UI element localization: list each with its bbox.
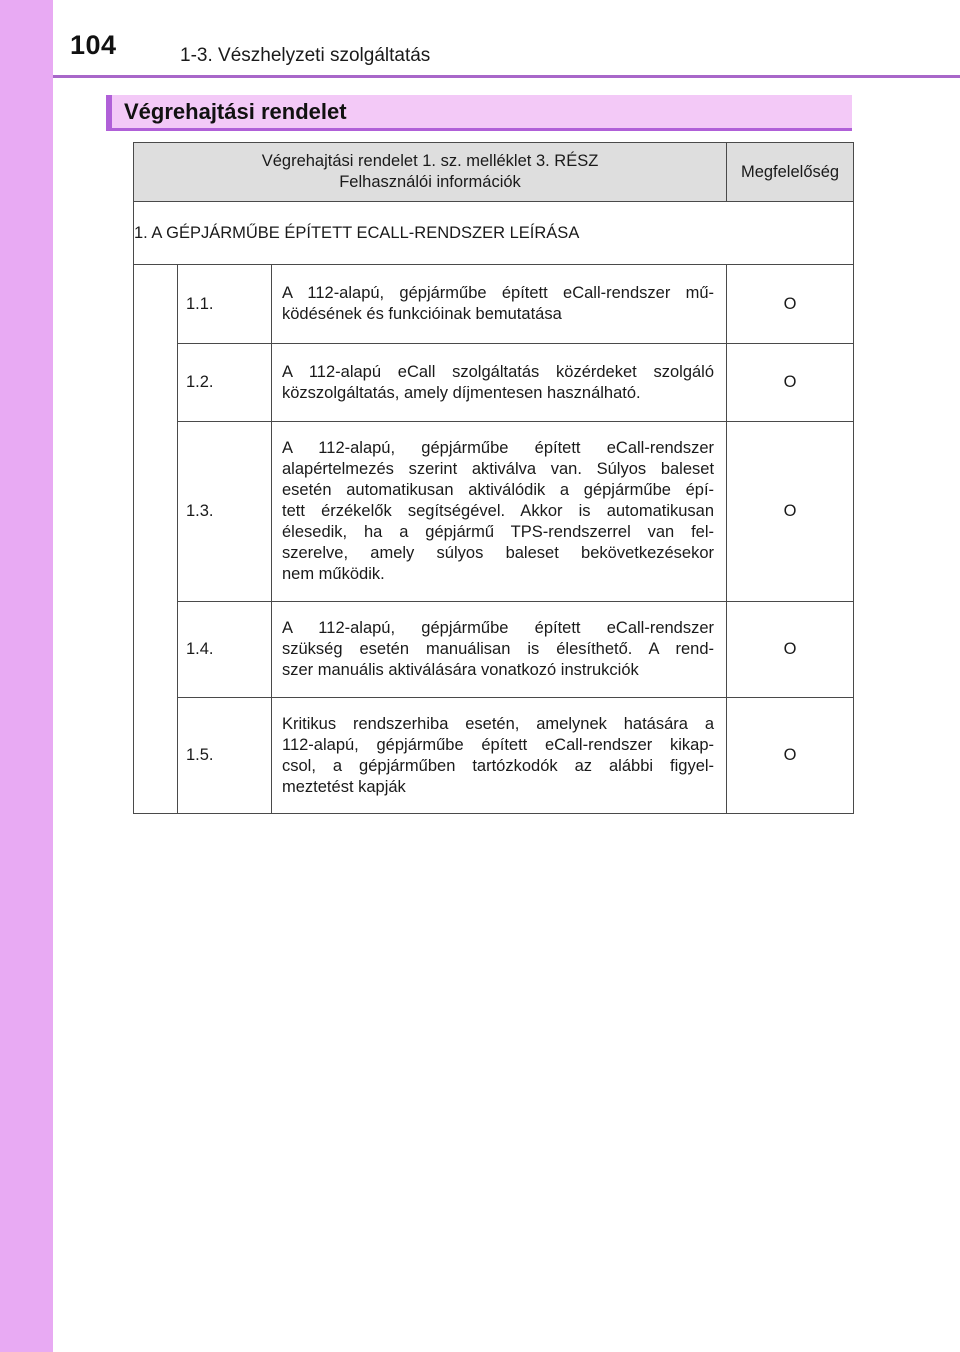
table-row xyxy=(134,698,854,814)
description-line: élesedik, ha a gépjármű TPS-rendszerrel van fel- xyxy=(282,523,715,541)
section-heading-row xyxy=(134,202,854,265)
conformity-value: O xyxy=(727,698,854,814)
conformity-value: O xyxy=(727,422,854,602)
item-description xyxy=(272,602,727,698)
description-line: meztetést kapják xyxy=(282,777,406,796)
table-row xyxy=(134,422,854,602)
indent-cell xyxy=(134,265,178,814)
page-number: 104 xyxy=(70,30,117,60)
description-line: szükség esetén manuálisan is élesíthető. A rend- xyxy=(282,640,715,658)
regulation-table xyxy=(133,142,854,814)
header-line: Végrehajtási rendelet 1. sz. melléklet 3. RÉSZ xyxy=(261,152,599,170)
section-heading-cell: 1. A GÉPJÁRMŰBE ÉPÍTETT ECALL-RENDSZER LEÍRÁSA xyxy=(134,202,854,265)
conformity-value: O xyxy=(727,602,854,698)
conformity-value: O xyxy=(727,265,854,344)
header-divider xyxy=(53,75,960,78)
description-line: nem működik. xyxy=(282,565,385,583)
description-line: csol, a gépjárműben tartózkodók az alábbi figyel- xyxy=(282,756,715,775)
item-number: 1.2. xyxy=(178,344,272,422)
description-line: szerelve, amely súlyos baleset bekövetkezésekor xyxy=(282,544,715,562)
description-line: közszolgáltatás, amely díjmentesen használható. xyxy=(282,383,641,402)
description-line: A 112-alapú, gépjárműbe épített eCall-rendszer mű- xyxy=(282,284,715,302)
chapter-title: 1-3. Vészhelyzeti szolgáltatás xyxy=(180,45,431,66)
section-heading-bar xyxy=(106,95,852,131)
description-line: A 112-alapú, gépjárműbe épített eCall-rendszer xyxy=(282,619,715,637)
item-description xyxy=(272,422,727,602)
table-row xyxy=(134,602,854,698)
section-title: Végrehajtási rendelet xyxy=(124,99,347,124)
item-number: 1.5. xyxy=(178,698,272,814)
description-line: ködésének és funkcióinak bemutatása xyxy=(282,305,562,323)
description-line: 112-alapú, gépjárműbe épített eCall-rendszer kikap- xyxy=(282,735,715,754)
description-line: alapértelmezés szerint aktiválva van. Súlyos baleset xyxy=(282,460,715,478)
description-line: tett érzékelők segítségével. Akkor is automatikusan xyxy=(282,502,715,520)
conformity-value: O xyxy=(727,344,854,422)
table-header-title xyxy=(134,143,727,202)
table-row xyxy=(134,265,854,344)
item-description xyxy=(272,698,727,814)
side-color-strip xyxy=(0,0,53,1352)
item-description xyxy=(272,344,727,422)
description-line: esetén automatikusan aktiválódik a gépjárműbe épí- xyxy=(282,481,715,499)
description-line: A 112-alapú eCall szolgáltatás közérdeket szolgáló xyxy=(282,362,715,381)
description-line: szer manuális aktiválására vonatkozó instrukciók xyxy=(282,661,639,679)
item-description xyxy=(272,265,727,344)
header-line: Felhasználói információk xyxy=(339,173,521,191)
item-number: 1.4. xyxy=(178,602,272,698)
table-row xyxy=(134,344,854,422)
description-line: Kritikus rendszerhiba esetén, amelynek hatására a xyxy=(282,714,715,733)
conformity-header: Megfelelőség xyxy=(727,143,854,202)
table-header-row xyxy=(134,143,854,202)
item-number: 1.1. xyxy=(178,265,272,344)
description-line: A 112-alapú, gépjárműbe épített eCall-rendszer xyxy=(282,439,715,457)
item-number: 1.3. xyxy=(178,422,272,602)
